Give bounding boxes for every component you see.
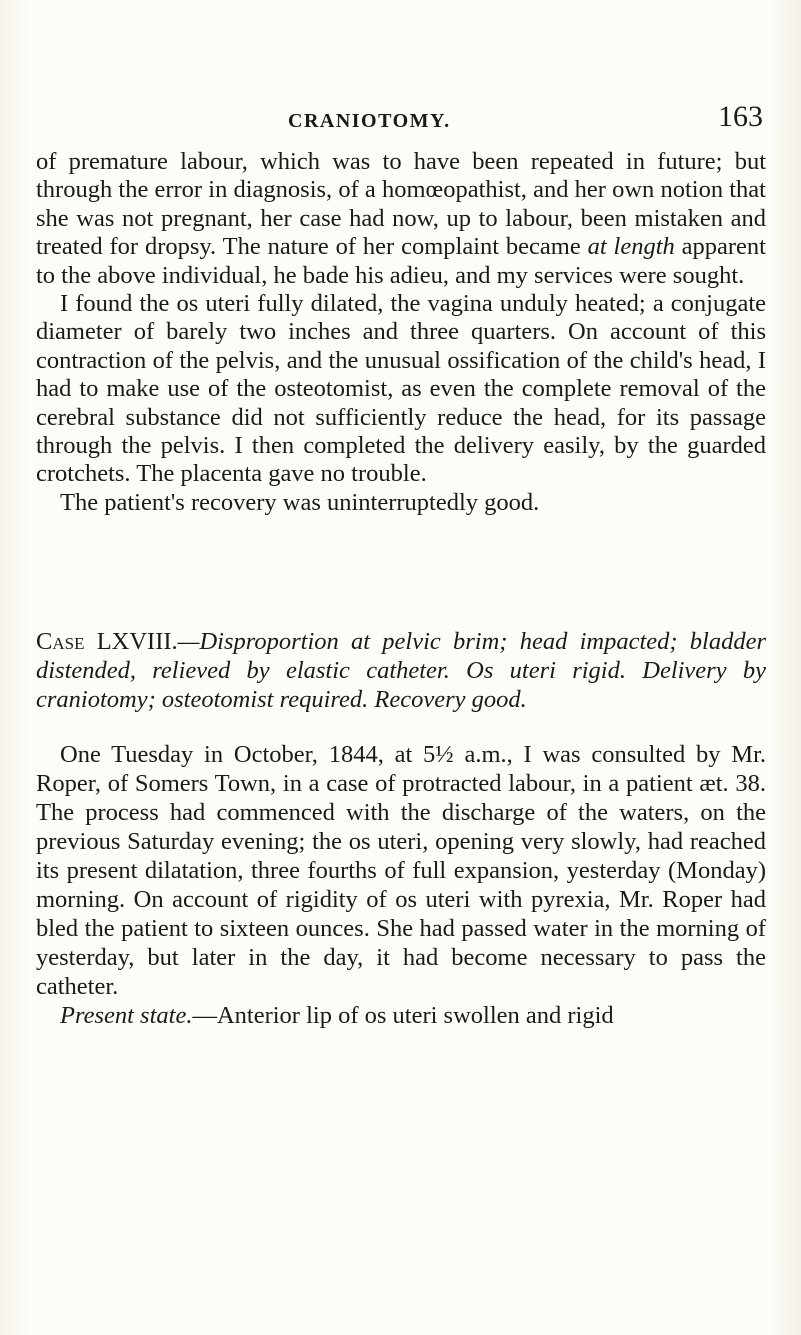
paragraph-text: of premature labour, which was to have been repeated in future; but through the error in diagnosis, of a homœopathist, and her own notion that she was not pregnant, her case had now, up to labour, been mistaken and treated for dropsy. The nature of her complaint became	[36, 148, 766, 261]
paragraph-text: apparent to the above individual, he bade his adieu, and my services were sought.	[36, 233, 766, 289]
paragraph: I found the os uteri fully dilated, the vagina unduly heated; a conjugate diameter of barely two inches and three quarters. On account of this contraction of the pelvis, and the unusual ossification of the child's head, I had to make use of the osteotomist, as even the complete removal of the cerebral substance did not sufficiently reduce the head, for its passage through the pelvis. I then completed the delivery easily, by the guarded crotchets. The placenta gave no trouble.	[36, 290, 766, 488]
present-state-label: Present state.	[60, 1002, 193, 1029]
case-heading	[36, 627, 766, 714]
paragraph: One Tuesday in October, 1844, at 5½ a.m., I was consulted by Mr. Roper, of Somers Town, in a case of protracted labour, in a patient æt. 38. The process had commenced with the discharge of the waters, on the previous Saturday evening; the os uteri, opening very slowly, had reached its present dilatation, three fourths of full expansion, yesterday (Monday) morning. On account of rigidity of os uteri with pyrexia, Mr. Roper had bled the patient to sixteen ounces. She had passed water in the morning of yesterday, but later in the day, it had become necessary to pass the catheter.	[36, 741, 766, 1000]
page-header	[0, 98, 801, 138]
page-number: 163	[718, 100, 763, 133]
running-head: CRANIOTOMY.	[288, 110, 451, 132]
case-body	[36, 740, 766, 1030]
case-summary: —Disproportion at pelvic brim; head impacted; bladder distended, relieved by elastic catheter. Os uteri rigid. Delivery by craniotomy; osteotomist required. Recovery good.	[36, 628, 766, 713]
body-text-top	[36, 148, 766, 517]
paragraph: The patient's recovery was uninterruptedly good.	[60, 488, 540, 516]
present-state-text: —Anterior lip of os uteri swollen and rigid	[192, 1002, 614, 1029]
present-state-paragraph	[36, 1001, 766, 1030]
paragraph-italic-phrase: at length	[587, 233, 675, 261]
case-label: Case LXVIII.	[36, 628, 178, 655]
paragraph-continuation	[36, 148, 766, 290]
